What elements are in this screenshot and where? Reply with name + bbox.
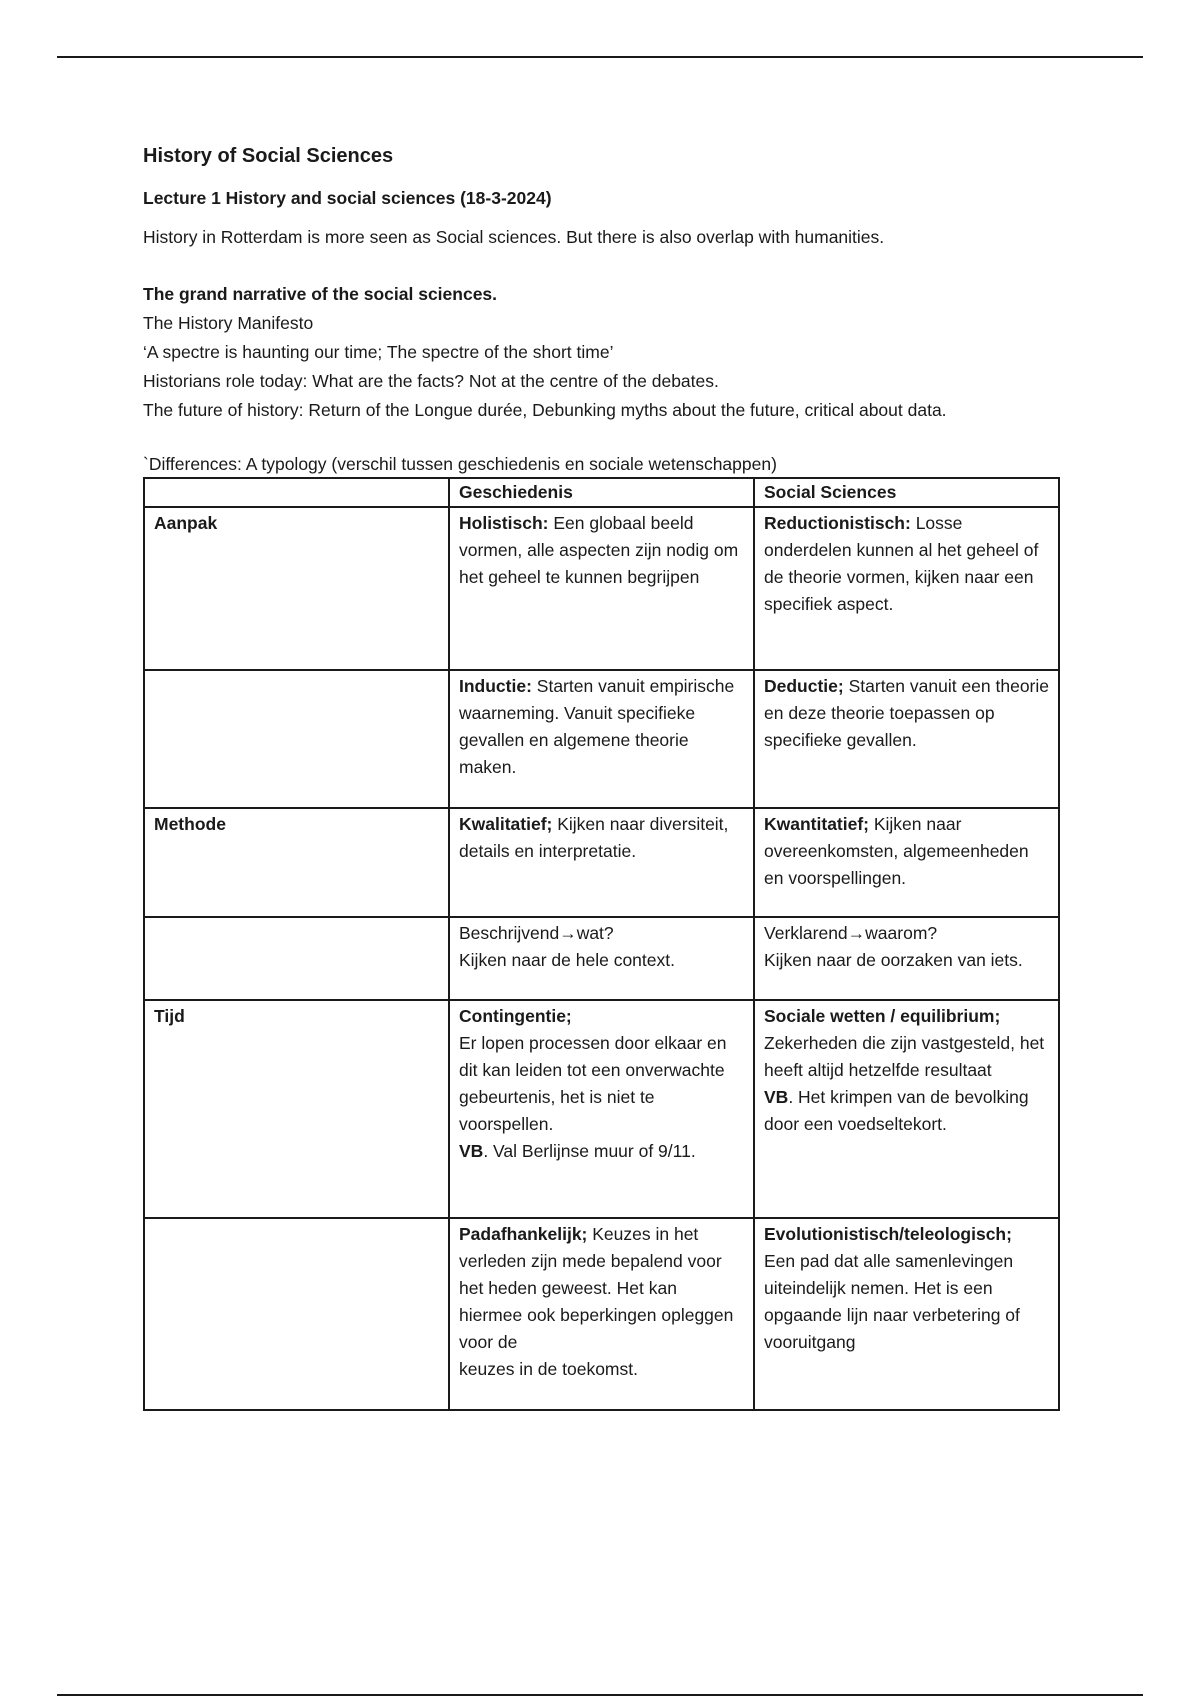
header-cell-empty	[144, 478, 449, 507]
history-cell	[449, 507, 754, 670]
header-cell-geschiedenis: Geschiedenis	[449, 478, 754, 507]
cell-term: Padafhankelijk;	[459, 1224, 588, 1244]
grand-narrative-section	[143, 280, 1058, 425]
lecture-heading: Lecture 1 History and social sciences (18-3-2024)	[143, 188, 552, 208]
social-cell	[754, 1000, 1059, 1218]
row-label	[144, 1218, 449, 1410]
table-row	[144, 917, 1059, 1000]
cell-term: Holistisch:	[459, 513, 549, 533]
example-label: VB	[459, 1141, 484, 1161]
cell-text: Een pad dat alle samenlevingen uiteindelijk nemen. Het is een opgaande lijn naar verbetering of vooruitgang	[764, 1251, 1020, 1352]
cell-text: Keuzes in het verleden zijn mede bepalend voor het heden geweest. Het kan hiermee ook beperkingen opleggen voor de	[459, 1224, 734, 1352]
typology-caption: `Differences: A typology (verschil tussen geschiedenis en sociale wetenschappen)	[143, 454, 777, 474]
history-cell	[449, 670, 754, 808]
table-row	[144, 808, 1059, 917]
section-line: Historians role today: What are the facts? Not at the centre of the debates.	[143, 371, 719, 391]
section-line: The future of history: Return of the Longue durée, Debunking myths about the future, critical about data.	[143, 400, 947, 420]
row-label	[144, 917, 449, 1000]
typology-table	[143, 477, 1060, 1411]
table-header-row	[144, 478, 1059, 507]
table-row	[144, 1000, 1059, 1218]
cell-line: Kijken naar de oorzaken van iets.	[764, 950, 1023, 970]
row-label	[144, 670, 449, 808]
header-cell-social-sciences: Social Sciences	[754, 478, 1059, 507]
example-text: . Val Berlijnse muur of 9/11.	[483, 1141, 696, 1161]
social-cell	[754, 1218, 1059, 1410]
intro-paragraph: History in Rotterdam is more seen as Social sciences. But there is also overlap with humanities.	[143, 227, 885, 247]
footer-rule	[57, 1694, 1143, 1696]
example-label: VB	[764, 1087, 789, 1107]
cell-text-continued: keuzes in de toekomst.	[459, 1359, 638, 1379]
history-cell	[449, 917, 754, 1000]
cell-text: Kijken naar diversiteit, details en interpretatie.	[459, 814, 729, 861]
cell-text: Kijken naar overeenkomsten, algemeenheden en voorspellingen.	[764, 814, 1029, 888]
cell-line: Beschrijvend→wat?	[459, 923, 614, 943]
example-text: . Het krimpen van de bevolking door een voedseltekort.	[764, 1087, 1029, 1134]
social-cell	[754, 808, 1059, 917]
table-row	[144, 670, 1059, 808]
cell-text: Losse onderdelen kunnen al het geheel of de theorie vormen, kijken naar een specifiek aspect.	[764, 513, 1039, 614]
section-line: The History Manifesto	[143, 313, 314, 333]
section-line: ‘A spectre is haunting our time; The spectre of the short time’	[143, 342, 614, 362]
history-cell	[449, 808, 754, 917]
table-row	[144, 1218, 1059, 1410]
social-cell	[754, 670, 1059, 808]
cell-term: Deductie;	[764, 676, 844, 696]
cell-term: Kwantitatief;	[764, 814, 869, 834]
cell-term: Evolutionistisch/teleologisch;	[764, 1224, 1012, 1244]
cell-line: Kijken naar de hele context.	[459, 950, 675, 970]
cell-text: Een globaal beeld vormen, alle aspecten zijn nodig om het geheel te kunnen begrijpen	[459, 513, 739, 587]
cell-term: Kwalitatief;	[459, 814, 553, 834]
social-cell	[754, 507, 1059, 670]
cell-term: Reductionistisch:	[764, 513, 911, 533]
document-title: History of Social Sciences	[143, 145, 394, 167]
header-rule	[57, 56, 1143, 58]
section-heading: The grand narrative of the social sciences.	[143, 284, 498, 304]
cell-example	[764, 1084, 1049, 1138]
social-cell	[754, 917, 1059, 1000]
cell-text: Starten vanuit empirische waarneming. Vanuit specifieke gevallen en algemene theorie maken.	[459, 676, 735, 777]
cell-text: Er lopen processen door elkaar en dit kan leiden tot een onverwachte gebeurtenis, het is niet te voorspellen.	[459, 1033, 727, 1134]
history-cell	[449, 1218, 754, 1410]
cell-line: Verklarend→waarom?	[764, 923, 938, 943]
cell-term: Sociale wetten / equilibrium;	[764, 1006, 1001, 1026]
cell-text: Zekerheden die zijn vastgesteld, het heeft altijd hetzelfde resultaat	[764, 1033, 1045, 1080]
row-label: Tijd	[144, 1000, 449, 1218]
document-page	[143, 140, 1058, 1411]
row-label: Methode	[144, 808, 449, 917]
cell-example	[459, 1138, 744, 1165]
table-row	[144, 507, 1059, 670]
history-cell	[449, 1000, 754, 1218]
cell-term: Contingentie;	[459, 1006, 572, 1026]
cell-text: Starten vanuit een theorie en deze theorie toepassen op specifieke gevallen.	[764, 676, 1050, 750]
cell-term: Inductie:	[459, 676, 532, 696]
row-label: Aanpak	[144, 507, 449, 670]
